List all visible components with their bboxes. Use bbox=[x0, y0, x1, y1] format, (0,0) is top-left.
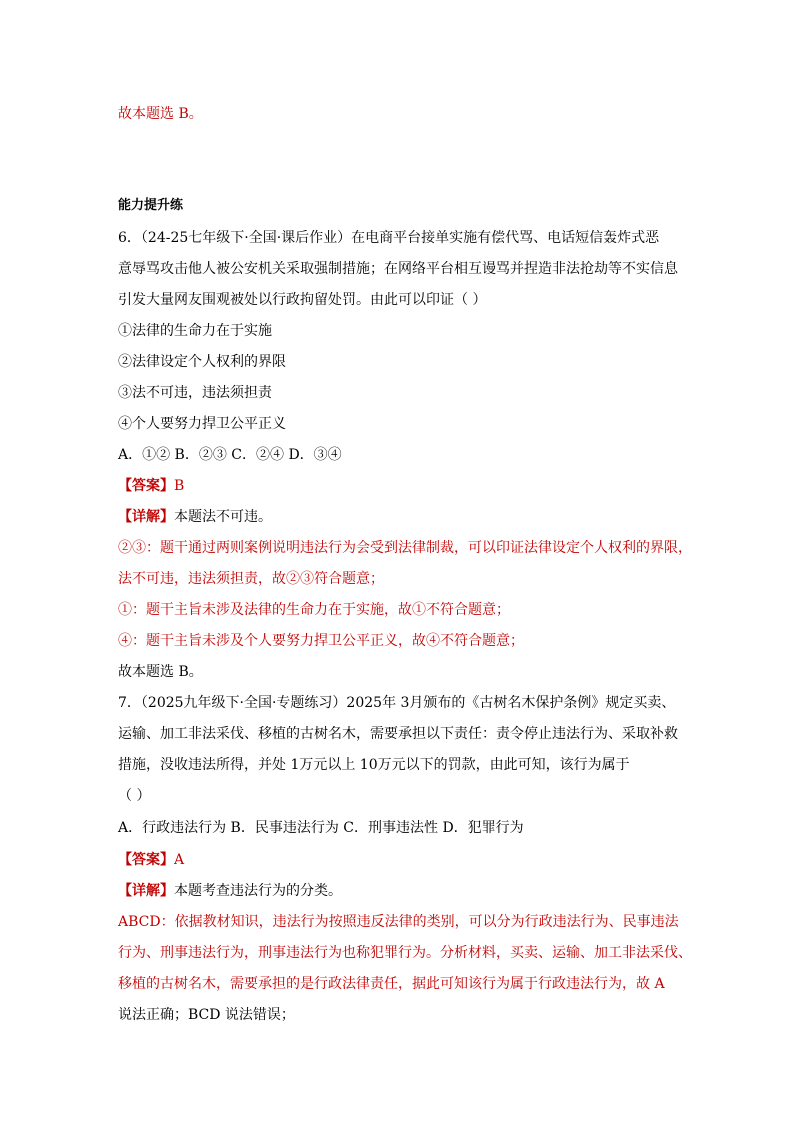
q7-analysis-line-1: ABCD：依据教材知识，违法行为按照违反法律的类别，可以分为行政违法行为、民事违法 bbox=[118, 914, 679, 930]
detail-tag: 【详解】 bbox=[118, 883, 174, 899]
q6-statement-2: ②法律设定个人权利的界限 bbox=[118, 354, 286, 370]
q6-detail bbox=[118, 507, 272, 527]
q6-conclusion: 故本题选 B。 bbox=[118, 664, 203, 680]
q6-stem-line-2: 意辱骂攻击他人被公安机关采取强制措施；在网络平台相互谩骂并捏造非法抢劫等不实信息 bbox=[118, 261, 678, 277]
q6-stem-line-3: 引发大量网友围观被处以行政拘留处罚。由此可以印证（ ） bbox=[118, 292, 487, 308]
q7-options: A．行政违法行为 B．民事违法行为 C．刑事违法性 D．犯罪行为 bbox=[118, 820, 524, 836]
detail-intro: 本题法不可违。 bbox=[174, 509, 272, 525]
q7-detail bbox=[118, 881, 342, 901]
q6-analysis-line-2: 法不可违，违法须担责，故②③符合题意； bbox=[118, 571, 384, 587]
q6-analysis-line-1: ②③：题干通过两则案例说明违法行为会受到法律制裁，可以印证法律设定个人权利的界限， bbox=[118, 540, 692, 556]
q7-stem-line-1: 7．（2025九年级下·全国·专题练习）2025年 3月颁布的《古树名木保护条例》规定买卖、 bbox=[118, 695, 676, 711]
q6-answer bbox=[118, 476, 184, 496]
detail-intro: 本题考查违法行为的分类。 bbox=[174, 883, 342, 899]
q7-stem-line-3: 措施，没收违法所得，并处 1万元以上 10万元以下的罚款，由此可知，该行为属于 bbox=[118, 757, 630, 773]
section-title: 能力提升练 bbox=[118, 198, 184, 213]
q7-analysis-line-4: 说法正确；BCD 说法错误； bbox=[118, 1007, 295, 1023]
answer-value: B bbox=[174, 478, 185, 494]
q7-stem-line-2: 运输、加工非法采伐、移植的古树名木，需要承担以下责任：责令停止违法行为、采取补救 bbox=[118, 726, 678, 742]
q6-stem-line-1: 6．（24-25七年级下·全国·课后作业）在电商平台接单实施有偿代骂、电话短信轰炸式恶 bbox=[118, 230, 660, 246]
q6-analysis-line-4: ④：题干主旨未涉及个人要努力捍卫公平正义，故④不符合题意； bbox=[118, 633, 524, 649]
detail-tag: 【详解】 bbox=[118, 509, 174, 525]
q7-stem-line-4: （ ） bbox=[118, 788, 151, 804]
q6-options: A．①② B．②③ C．②④ D．③④ bbox=[118, 447, 342, 463]
answer-tag: 【答案】 bbox=[118, 852, 174, 868]
q6-statement-4: ④个人要努力捍卫公平正义 bbox=[118, 416, 286, 432]
q6-analysis-line-3: ①：题干主旨未涉及法律的生命力在于实施，故①不符合题意； bbox=[118, 602, 510, 618]
q7-answer bbox=[118, 850, 184, 870]
answer-value: A bbox=[174, 852, 185, 868]
q7-analysis-line-3: 移植的古树名木，需要承担的是行政法律责任，据此可知该行为属于行政违法行为，故 A bbox=[118, 976, 665, 992]
q7-analysis-line-2: 行为、刑事违法行为，刑事违法行为也称犯罪行为。分析材料，买卖、运输、加工非法采伐、 bbox=[118, 945, 692, 961]
q6-statement-3: ③法不可违，违法须担责 bbox=[118, 385, 272, 401]
q6-statement-1: ①法律的生命力在于实施 bbox=[118, 323, 272, 339]
q5-conclusion: 故本题选 B。 bbox=[118, 106, 203, 122]
answer-tag: 【答案】 bbox=[118, 478, 174, 494]
